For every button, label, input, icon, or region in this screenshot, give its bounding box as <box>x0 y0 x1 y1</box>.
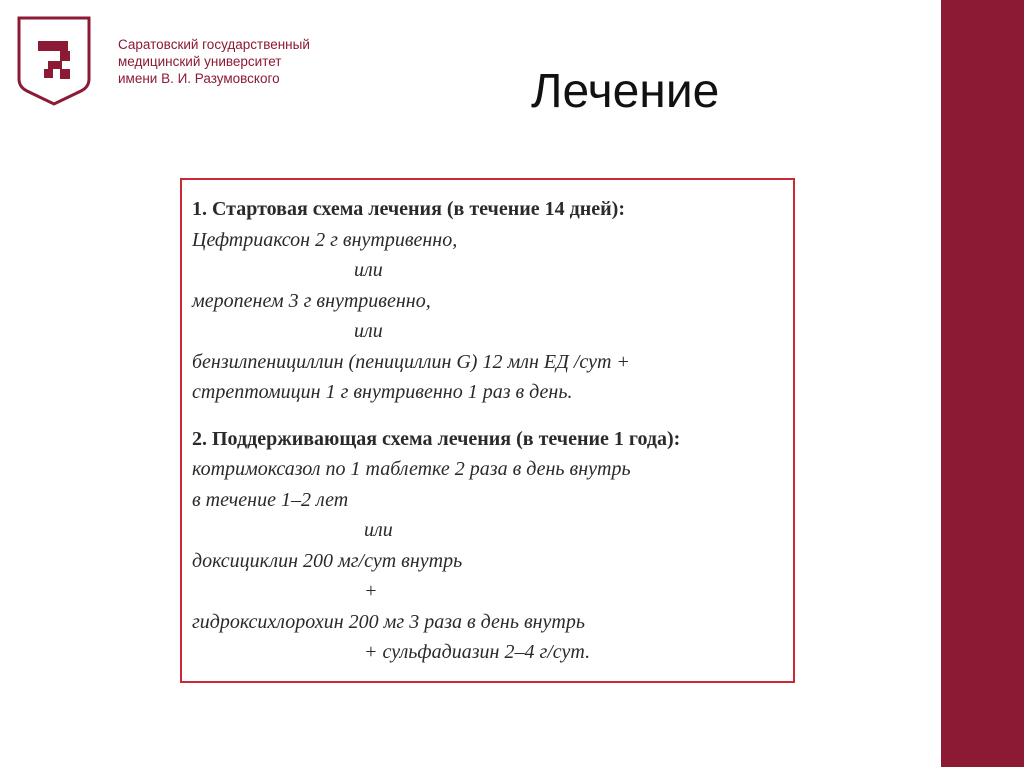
university-logo-shield-icon <box>16 15 92 107</box>
section2-line: гидроксихлорохин 200 мг 3 раза в день внутрь <box>192 610 585 633</box>
university-name-line2: медицинский университет <box>118 54 282 69</box>
section2-line: + <box>364 580 378 602</box>
treatment-regimen-box <box>180 178 795 683</box>
section2-heading: 2. Поддерживающая схема лечения (в течение 1 года): <box>192 427 681 450</box>
section1-line: Цефтриаксон 2 г внутривенно, <box>192 228 458 251</box>
section2-line: + сульфадиазин 2–4 г/сут. <box>364 641 591 663</box>
university-name-line3: имени В. И. Разумовского <box>118 71 280 86</box>
university-name <box>118 36 378 87</box>
section1-line: или <box>354 320 383 342</box>
slide-title: Лечение <box>531 65 720 118</box>
section2-line: или <box>364 519 393 541</box>
section2-line: котримоксазол по 1 таблетке 2 раза в день внутрь <box>192 458 631 480</box>
section1-line: стрептомицин 1 г внутривенно 1 раз в день. <box>192 381 573 403</box>
university-name-line1: Саратовский государственный <box>118 37 310 52</box>
section1-line: меропенем 3 г внутривенно, <box>192 289 431 312</box>
section-spacer <box>192 408 793 424</box>
section1-heading: 1. Стартовая схема лечения (в течение 14 дней): <box>192 198 625 220</box>
right-accent-band <box>941 0 1024 767</box>
section2-line: в течение 1–2 лет <box>192 488 349 511</box>
section1-line: бензилпенициллин (пенициллин G) 12 млн ЕД /сут + <box>192 350 630 373</box>
section1-line: или <box>354 259 383 281</box>
section2-line: доксициклин 200 мг/сут внутрь <box>192 549 463 572</box>
